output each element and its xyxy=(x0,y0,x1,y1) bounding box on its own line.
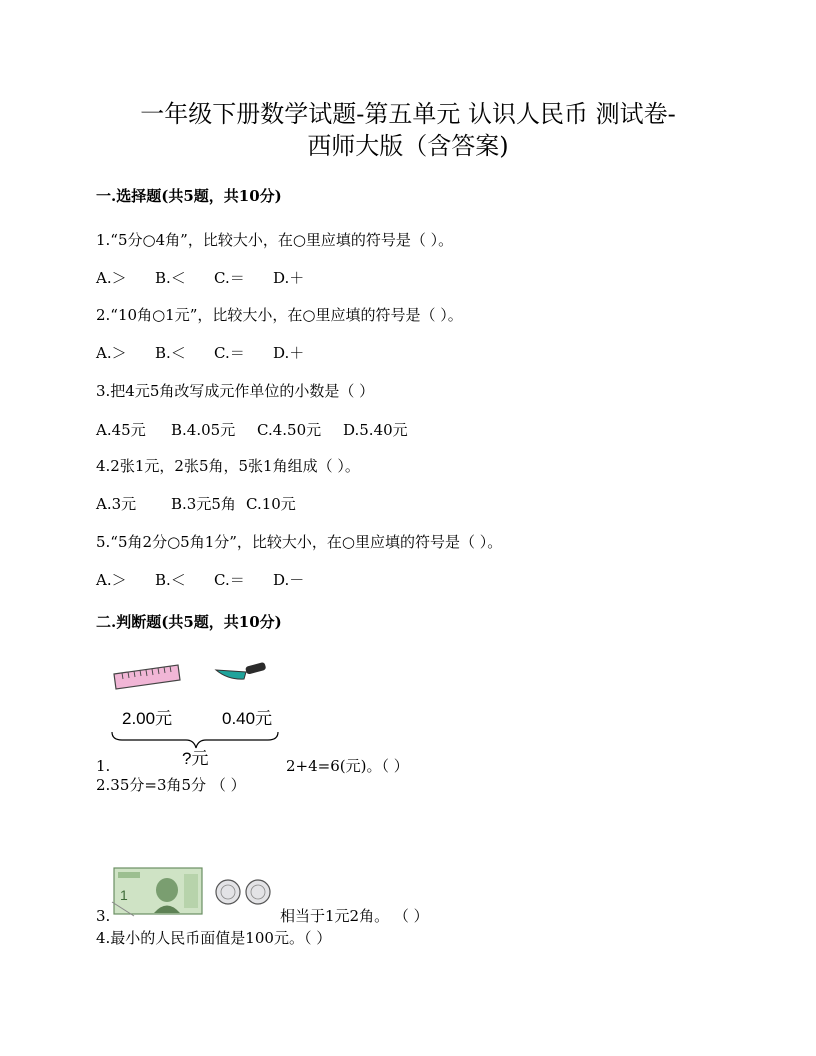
question-5-options xyxy=(96,570,304,590)
page-title-line-1: 一年级下册数学试题-第五单元 认识人民币 测试卷- xyxy=(140,100,676,128)
svg-text:1: 1 xyxy=(120,887,128,903)
option-d: D.－ xyxy=(273,571,305,589)
option-c: C.＝ xyxy=(214,344,245,362)
option-b: B.＜ xyxy=(155,269,186,287)
option-a: A.＞ xyxy=(96,344,127,362)
price-right: 0.40元 xyxy=(222,709,273,728)
option-c: C.10元 xyxy=(246,495,296,513)
option-c: C.＝ xyxy=(214,571,245,589)
option-a: A.45元 xyxy=(96,421,146,439)
section-1-heading: 一.选择题(共5题，共10分) xyxy=(96,187,282,205)
option-d: D.5.40元 xyxy=(343,421,408,439)
judge-question-1-number: 1. xyxy=(96,757,111,775)
banknote-icon xyxy=(114,868,202,914)
ruler-knife-price-figure xyxy=(108,656,288,774)
question-4-text: 4.2张1元，2张5角，5张1角组成（ ）。 xyxy=(96,457,360,475)
option-a: A.＞ xyxy=(96,269,127,287)
price-total: ?元 xyxy=(182,749,209,768)
judge-question-1-text: 2+4=6(元)。（ ） xyxy=(286,757,409,775)
option-c: C.4.50元 xyxy=(257,421,322,439)
question-3-options xyxy=(96,420,408,440)
section-2-heading: 二.判断题(共5题，共10分) xyxy=(96,613,282,631)
question-2-text: 2.“10角○1元”，比较大小，在○里应填的符号是（ ）。 xyxy=(96,306,463,324)
option-b: B.4.05元 xyxy=(171,421,236,439)
money-figure xyxy=(110,866,280,920)
question-5-text: 5.“5角2分○5角1分”，比较大小，在○里应填的符号是（ ）。 xyxy=(96,533,503,551)
option-a: A.＞ xyxy=(96,571,127,589)
coin-icon xyxy=(216,880,240,904)
option-d: D.＋ xyxy=(273,344,305,362)
question-4-options xyxy=(96,494,296,514)
option-d: D.＋ xyxy=(273,269,305,287)
option-b: B.＜ xyxy=(155,344,186,362)
option-b: B.3元5角 xyxy=(171,495,236,513)
option-a: A.3元 xyxy=(96,495,137,513)
page-title-line-2: 西师大版（含答案) xyxy=(307,132,509,160)
question-2-options xyxy=(96,343,304,363)
price-left: 2.00元 xyxy=(122,709,173,728)
coin-icon xyxy=(246,880,270,904)
judge-question-2-text: 2.35分=3角5分 （ ） xyxy=(96,776,246,794)
brace xyxy=(112,732,278,748)
ruler-icon xyxy=(114,665,180,689)
option-c: C.＝ xyxy=(214,269,245,287)
judge-question-3-number: 3. xyxy=(96,907,111,925)
knife-icon xyxy=(216,662,266,679)
option-b: B.＜ xyxy=(155,571,186,589)
question-1-text: 1.“5分○4角”，比较大小，在○里应填的符号是（ ）。 xyxy=(96,231,454,249)
judge-question-3-text: 相当于1元2角。 （ ） xyxy=(280,907,429,925)
question-1-options xyxy=(96,268,304,288)
question-3-text: 3.把4元5角改写成元作单位的小数是（ ） xyxy=(96,382,375,400)
judge-question-4-text: 4.最小的人民币面值是100元。（ ） xyxy=(96,929,332,947)
